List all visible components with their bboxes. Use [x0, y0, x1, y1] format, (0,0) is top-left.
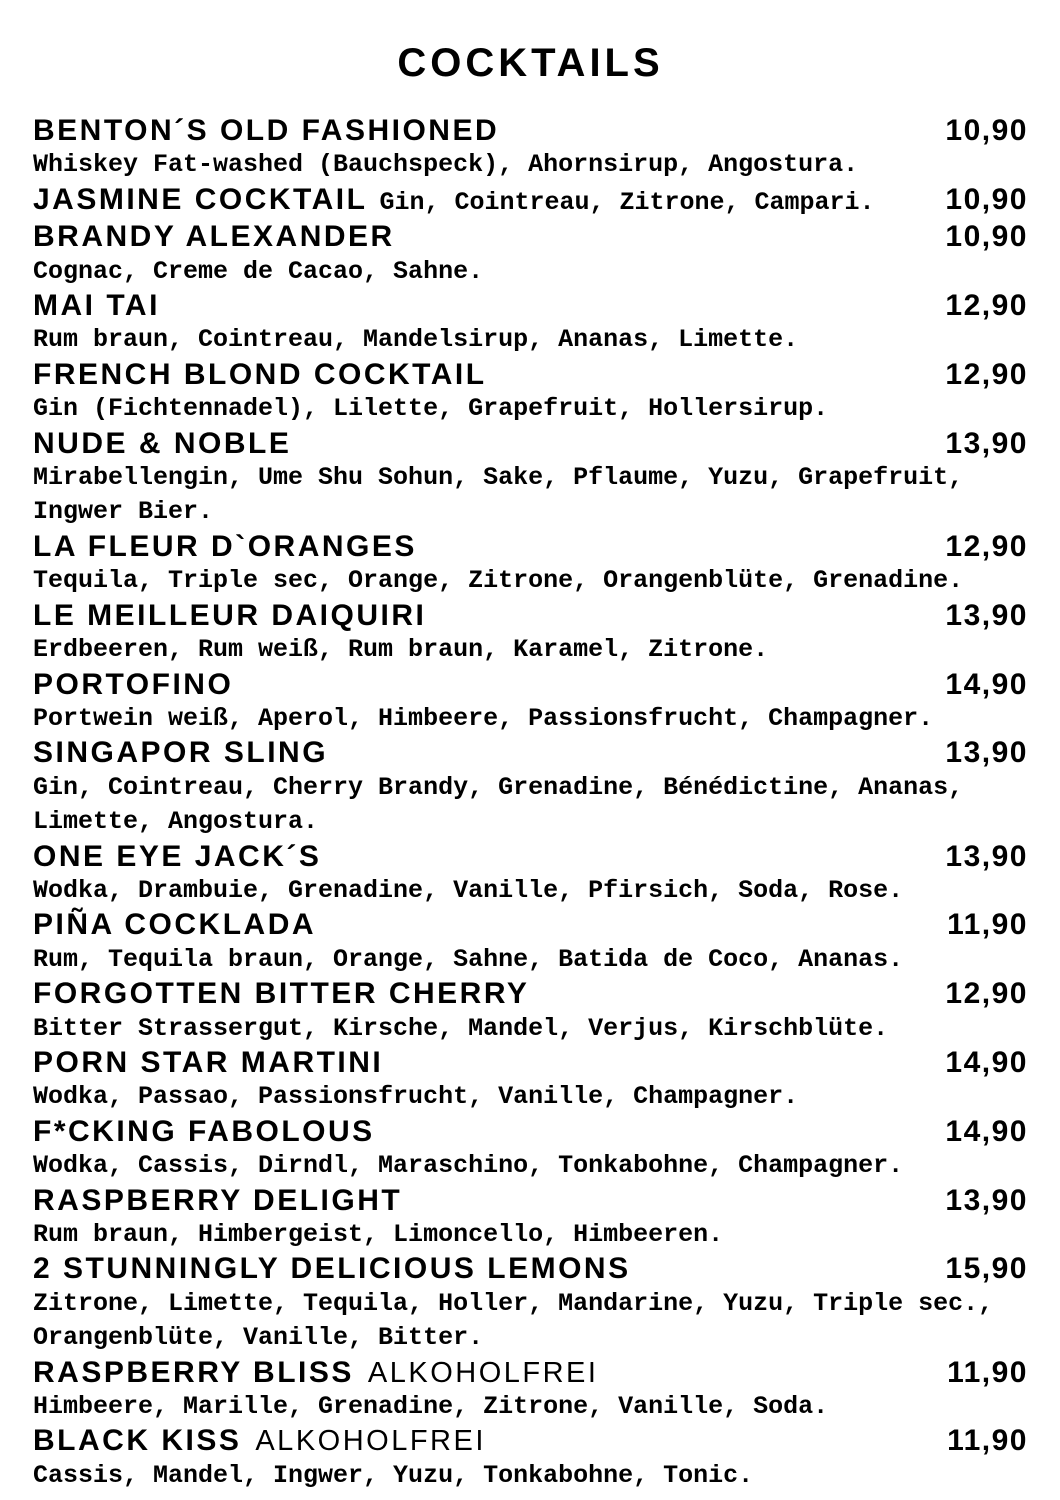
menu-list: [33, 114, 1028, 1493]
item-price: 10,90: [945, 114, 1028, 147]
item-price: 13,90: [945, 736, 1028, 770]
item-name: NUDE & NOBLE: [33, 426, 292, 460]
menu-item: [33, 736, 1028, 839]
item-tag-alkoholfrei: ALKOHOLFREI: [367, 1356, 599, 1389]
item-name-row: [33, 114, 1028, 148]
item-price: 13,90: [945, 426, 1028, 460]
item-description: Tequila, Triple sec, Orange, Zitrone, Orangenblüte, Grenadine.: [33, 566, 964, 596]
item-price: 14,90: [945, 667, 1028, 701]
menu-item: [33, 427, 1028, 530]
item-name: BENTON´S OLD FASHIONED: [33, 114, 500, 147]
item-name-row: [33, 1252, 1028, 1286]
item-description: Gin, Cointreau, Zitrone, Campari.: [379, 187, 875, 217]
item-price: 12,90: [945, 529, 1028, 563]
item-price: 14,90: [945, 1045, 1028, 1079]
item-description: Cognac, Creme de Cacao, Sahne.: [33, 256, 484, 286]
item-tag-alkoholfrei: ALKOHOLFREI: [255, 1425, 486, 1458]
item-description: Rum braun, Cointreau, Mandelsirup, Ananas, Limette.: [33, 325, 799, 355]
menu-item: [33, 114, 1028, 183]
item-description: Erdbeeren, Rum weiß, Rum braun, Karamel, Zitrone.: [33, 635, 769, 665]
item-description: Himbeere, Marille, Grenadine, Zitrone, Vanille, Soda.: [33, 1392, 829, 1422]
item-name-row: [33, 1115, 1028, 1149]
item-description: Rum braun, Himbergeist, Limoncello, Himbeeren.: [33, 1220, 724, 1249]
item-price: 11,90: [947, 1424, 1028, 1458]
menu-item: [33, 977, 1028, 1046]
item-description: Zitrone, Limette, Tequila, Holler, Mandarine, Yuzu, Triple sec., Orangenblüte, Vanille, Bitter.: [33, 1288, 994, 1353]
item-name-row: [33, 736, 1028, 770]
item-description: Wodka, Passao, Passionsfrucht, Vanille, Champagner.: [33, 1082, 799, 1112]
item-price: 12,90: [945, 289, 1028, 323]
item-description: Bitter Strassergut, Kirsche, Mandel, Verjus, Kirschblüte.: [33, 1013, 889, 1043]
item-name: FRENCH BLOND COCKTAIL: [33, 357, 487, 391]
item-name: PIÑA COCKLADA: [33, 908, 317, 942]
item-name-row: [33, 289, 1028, 323]
item-price: 12,90: [945, 357, 1028, 391]
menu-item: [33, 220, 1028, 289]
menu-item: [33, 908, 1028, 977]
item-price: 14,90: [945, 1114, 1028, 1148]
item-description: Cassis, Mandel, Ingwer, Yuzu, Tonkabohne, Tonic.: [33, 1460, 754, 1490]
menu-item: [33, 1115, 1028, 1184]
menu-item: [33, 1046, 1028, 1115]
menu-item: [33, 599, 1028, 668]
item-name-row: [33, 427, 1028, 461]
item-name-row: [33, 840, 1028, 874]
item-name: BLACK KISS: [33, 1424, 242, 1458]
item-price: 13,90: [945, 598, 1028, 632]
item-price: 11,90: [947, 1355, 1028, 1389]
item-name-row: [33, 977, 1028, 1011]
item-price: 15,90: [945, 1252, 1028, 1286]
item-name: RASPBERRY DELIGHT: [33, 1183, 403, 1217]
menu-item: [33, 289, 1028, 358]
item-name: RASPBERRY BLISS: [33, 1355, 354, 1389]
item-name: PORTOFINO: [33, 667, 234, 701]
item-name: LA FLEUR D`ORANGES: [33, 529, 417, 563]
item-name: SINGAPOR SLING: [33, 736, 329, 770]
item-name-row: [33, 358, 1028, 392]
item-name-row: [33, 183, 1028, 220]
item-price: 10,90: [945, 182, 1028, 216]
item-name-row: [33, 1356, 1028, 1390]
item-name-row: [33, 908, 1028, 942]
menu-item: [33, 530, 1028, 599]
item-name: JASMINE COCKTAIL: [33, 182, 368, 216]
item-name-row: [33, 599, 1028, 633]
item-description: Rum, Tequila braun, Orange, Sahne, Batida de Coco, Ananas.: [33, 944, 904, 974]
item-price: 13,90: [945, 839, 1028, 873]
item-price: 13,90: [945, 1183, 1028, 1217]
item-description: Gin, Cointreau, Cherry Brandy, Grenadine, Bénédictine, Ananas, Limette, Angostura.: [33, 772, 964, 837]
item-name-row: [33, 530, 1028, 564]
item-name-row: [33, 1184, 1028, 1218]
menu-title: COCKTAILS: [397, 41, 664, 85]
menu-item: [33, 1252, 1028, 1355]
item-name: MAI TAI: [33, 289, 160, 323]
item-price: 10,90: [945, 220, 1028, 254]
menu-item: [33, 1356, 1028, 1425]
menu-item: [33, 1184, 1028, 1253]
item-description: Wodka, Drambuie, Grenadine, Vanille, Pfirsich, Soda, Rose.: [33, 875, 904, 905]
item-name: LE MEILLEUR DAIQUIRI: [33, 598, 427, 632]
menu-item: [33, 183, 1028, 220]
menu-item: [33, 358, 1028, 427]
item-name: BRANDY ALEXANDER: [33, 220, 395, 254]
item-name: F*CKING FABOLOUS: [33, 1114, 375, 1148]
item-name-row: [33, 1424, 1028, 1458]
item-name-row: [33, 668, 1028, 702]
item-description: Whiskey Fat-washed (Bauchspeck), Ahornsirup, Angostura.: [33, 150, 859, 180]
item-description: Wodka, Cassis, Dirndl, Maraschino, Tonkabohne, Champagner.: [33, 1151, 904, 1181]
item-name: FORGOTTEN BITTER CHERRY: [33, 977, 530, 1011]
item-name: ONE EYE JACK´S: [33, 839, 322, 873]
item-price: 11,90: [947, 908, 1028, 942]
item-name-row: [33, 1046, 1028, 1080]
item-description: Portwein weiß, Aperol, Himbeere, Passionsfrucht, Champagner.: [33, 703, 934, 733]
item-price: 12,90: [945, 977, 1028, 1011]
item-description: Gin (Fichtennadel), Lilette, Grapefruit, Hollersirup.: [33, 394, 829, 424]
item-name: 2 STUNNINGLY DELICIOUS LEMONS: [33, 1252, 631, 1286]
item-description: Mirabellengin, Ume Shu Sohun, Sake, Pflaume, Yuzu, Grapefruit, Ingwer Bier.: [33, 463, 964, 527]
menu-item: [33, 1424, 1028, 1493]
item-name-row: [33, 220, 1028, 254]
menu-item: [33, 668, 1028, 737]
item-name: PORN STAR MARTINI: [33, 1045, 384, 1079]
menu-item: [33, 840, 1028, 909]
